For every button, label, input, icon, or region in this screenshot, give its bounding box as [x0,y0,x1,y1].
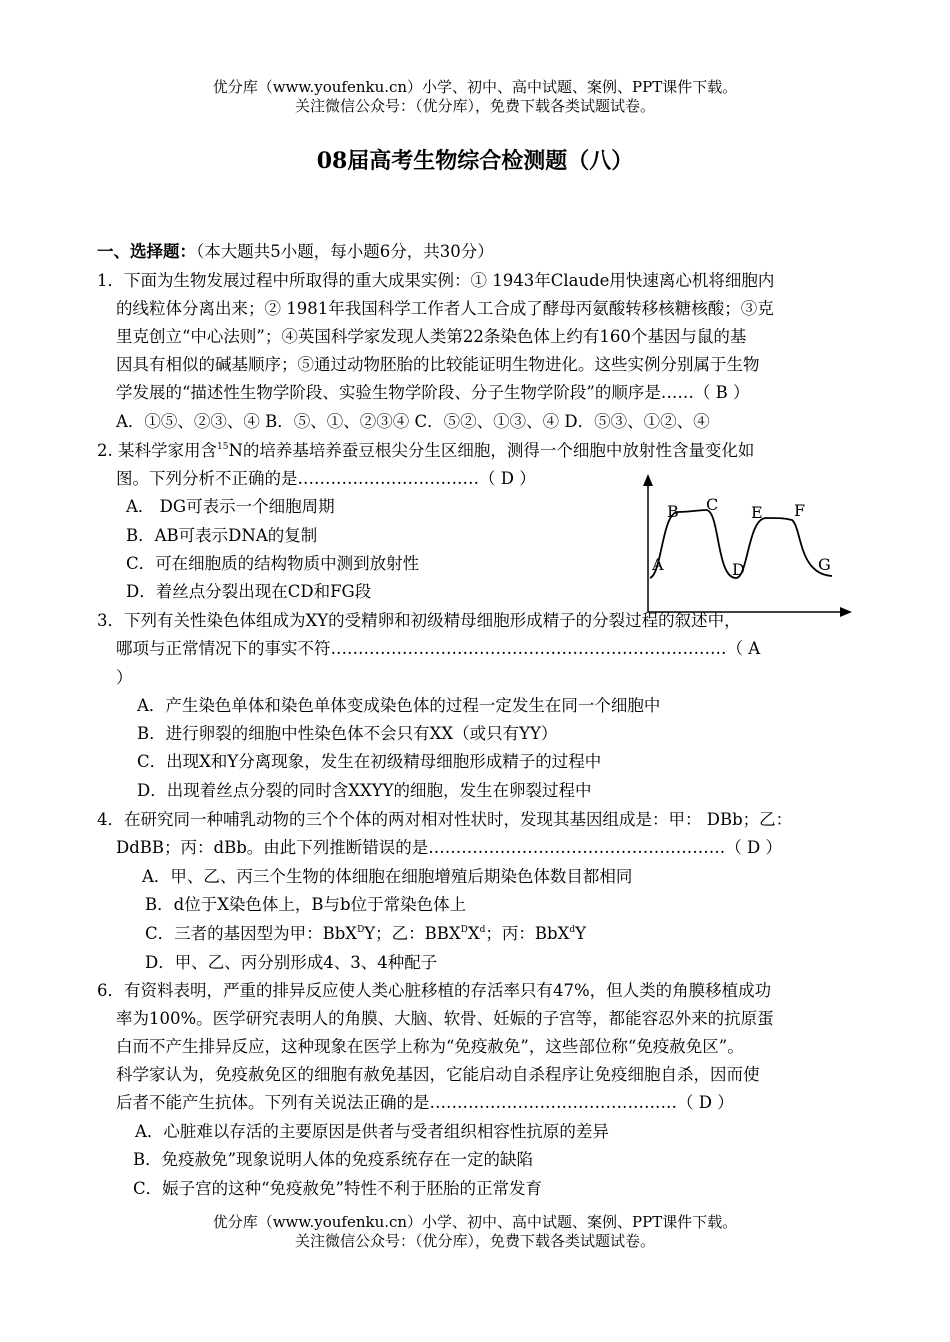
q1-line-2: 的线粒体分离出来；② 1981年我国科学工作者人工合成了酵母丙氨酸转移核糖核酸；③克 [116,299,774,318]
header-line-2: 关注微信公众号：（优分库），免费下载各类试题试卷。 [294,97,655,115]
graph-label-d: D [732,560,745,579]
graph-label-c: C [706,495,719,514]
q2-line-1-end: N的培养基培养蚕豆根尖分生区细胞，测得一个细胞中放射性含量变化如 [228,441,755,460]
q1-options: A．①⑤、②③、④ B．⑤、①、②③④ C．⑤②、①③、④ D．⑤③、①②、④ [116,412,710,431]
section-label: 一、选择题： [97,242,196,261]
q4-c-part-1: C．三者的基因型为甲：BbX [145,924,358,943]
q3-line-1: 3．下列有关性染色体组成为XY的受精卵和初级精母细胞形成精子的分裂过程的叙述中， [97,611,741,630]
section-note: （本大题共5小题，每小题6分，共30分） [196,242,494,261]
q2-isotope-superscript: 15 [217,442,229,452]
graph-label-e: E [751,503,763,522]
section-heading [97,242,494,262]
q4-c-part-5: Y [575,924,587,943]
q6-line-5: 后者不能产生抗体。下列有关说法正确的是………………………………………（ D ） [116,1093,734,1112]
q1-line-3: 里克创立“中心法则”；④英国科学家发现人类第22条染色体上约有160个基因与鼠的基 [116,327,747,346]
q6-line-2: 率为100%。医学研究表明人的角膜、大脑、软骨、妊娠的子宫等，都能容忍外来的抗原蛋 [116,1009,774,1028]
q2-option-d: D．着丝点分裂出现在CD和FG段 [126,582,372,601]
q1-line-4: 因具有相似的碱基顺序；⑤通过动物胚胎的比较能证明生物进化。这些实例分别属于生物 [116,355,760,374]
q4-option-b: B．d位于X染色体上，B与b位于常染色体上 [145,895,467,914]
graph-label-g: G [818,555,831,574]
footer-line-1: 优分库（www.youfenku.cn）小学、初中、高中试题、案例、PPT课件下载。 [212,1213,738,1231]
q3-option-b: B．进行卵裂的细胞中性染色体不会只有XX（或只有YY） [137,724,558,743]
x-axis-arrow-icon [840,607,852,617]
graph-label-a: A [652,555,664,574]
q6-option-b: B．免疫赦免”现象说明人体的免疫系统存在一定的缺陷 [133,1150,534,1169]
q4-c-sup-2: D [460,925,468,935]
q4-c-sup-3: d [479,925,486,935]
q6-option-a: A．心脏难以存活的主要原因是供者与受者组织相容性抗原的差异 [135,1122,609,1141]
graph-label-f: F [794,501,806,520]
q3-option-c: C．出现X和Y分离现象，发生在初级精母细胞形成精子的过程中 [137,752,602,771]
q4-c-part-2: Y；乙：BBX [364,924,461,943]
graph-label-b: B [667,502,679,521]
q6-line-1: 6．有资料表明，严重的排异反应使人类心脏移植的存活率只有47%，但人类的角膜移植成功 [97,981,772,1000]
q2-line-2: 图。下列分析不正确的是……………………………（ D ） [116,469,536,488]
q1-line-1: 1．下面为生物发展过程中所取得的重大成果实例：① 1943年Claude用快速离心机将细胞内 [97,271,775,290]
header-line-1: 优分库（www.youfenku.cn）小学、初中、高中试题、案例、PPT课件下载。 [212,78,738,96]
q6-line-4: 科学家认为，免疫赦免区的细胞有赦免基因，它能启动自杀程序让免疫细胞自杀，因而使 [116,1065,760,1084]
q4-option-d: D．甲、乙、丙分别形成4、3、4种配子 [145,953,438,972]
q3-line-2: 哪项与正常情况下的事实不符………………………………………………………………（ A [116,639,761,658]
q3-option-d: D．出现着丝点分裂的同时含XXYY的细胞，发生在卵裂过程中 [137,781,592,800]
q4-line-1: 4．在研究同一种哺乳动物的三个个体的两对相对性状时，发现其基因组成是：甲： DBb；乙： [97,810,793,829]
q4-c-part-4: ；丙：BbX [485,924,570,943]
q3-option-a: A．产生染色单体和染色单体变成染色体的过程一定发生在同一个细胞中 [137,696,661,715]
page-title: 08届高考生物综合检测题（八） [316,148,634,174]
q6-line-3: 白而不产生排异反应，这种现象在医学上称为“免疫赦免”，这些部位称“免疫赦免区”。 [116,1037,744,1056]
footer-line-2: 关注微信公众号：（优分库），免费下载各类试题试卷。 [294,1232,655,1250]
radioactivity-curve-graph [640,470,860,620]
q6-option-c: C．娠子宫的这种“免疫赦免”特性不利于胚胎的正常发育 [133,1179,542,1198]
q3-line-3: ） [116,668,133,687]
q2-option-b: B．AB可表示DNA的复制 [126,526,318,545]
q2-option-c: C．可在细胞质的结构物质中测到放射性 [126,554,420,573]
q4-line-2: DdBB；丙：dBb。由此下列推断错误的是………………………………………………（ D ） [116,838,783,857]
q4-option-c [145,924,586,944]
q4-option-a: A．甲、乙、丙三个生物的体细胞在细胞增殖后期染色体数目都相同 [142,867,633,886]
q2-line-1-start: 2. 某科学家用含 [97,441,217,460]
q1-line-5: 学发展的“描述性生物学阶段、实验生物学阶段、分子生物学阶段”的顺序是……（ B ） [116,383,750,402]
q4-c-sup-4: d [569,925,576,935]
graph-axes [643,474,852,617]
q2-line-1 [97,441,754,461]
y-axis-arrow-icon [643,474,653,486]
q2-option-a: A． DG可表示一个细胞周期 [126,497,335,516]
q4-c-sup-1: D [357,925,365,935]
q4-c-part-3: X [467,924,480,943]
